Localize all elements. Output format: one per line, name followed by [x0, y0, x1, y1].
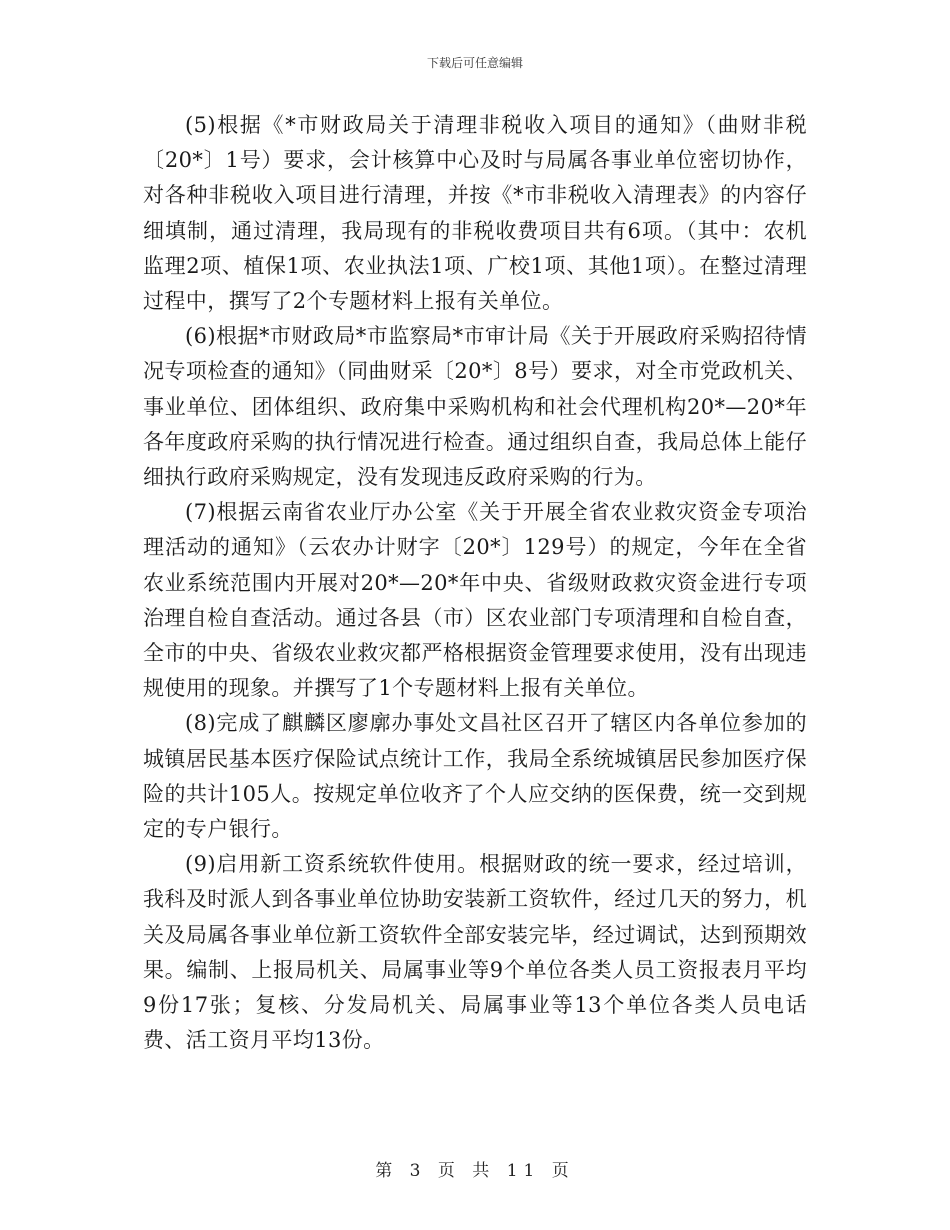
header-note: 下载后可任意编辑	[426, 56, 523, 70]
paragraph-6: (6)根据*市财政局*市监察局*市审计局《关于开展政府采购招待情况专项检查的通知》（同曲财采〔20*〕8号）要求，对全市党政机关、事业单位、团体组织、政府集中采购机构和社会代理机构20*—20*年各年度政府采购的执行情况进行检查。通过组织自查，我局总体上能仔细执行政府采购规定，没有发现违反政府采购的行为。	[143, 324, 807, 490]
page-number-footer: 第 3 页 共 11 页	[375, 1161, 575, 1181]
paragraph-5: (5)根据《*市财政局关于清理非税收入项目的通知》（曲财非税〔20*〕1号）要求，会计核算中心及时与局属各事业单位密切协作，对各种非税收入项目进行清理，并按《*市非税收入清理表》的内容仔细填制，通过清理，我局现有的非税收费项目共有6项。（其中：农机监理2项、植保1项、农业执法1项、广校1项、其他1项）。在整过清理过程中，撰写了2个专题材料上报有关单位。	[143, 113, 807, 314]
paragraph-8: (8)完成了麒麟区廖廓办事处文昌社区召开了辖区内各单位参加的城镇居民基本医疗保险试点统计工作，我局全系统城镇居民参加医疗保险的共计105人。按规定单位收齐了个人应交纳的医保费，统一交到规定的专户银行。	[143, 711, 807, 842]
paragraph-9: (9)启用新工资系统软件使用。根据财政的统一要求，经过培训，我科及时派人到各事业单位协助安装新工资软件，经过几天的努力，机关及局属各事业单位新工资软件全部安装完毕，经过调试，达到预期效果。编制、上报局机关、局属事业等9个单位各类人员工资报表月平均9份17张；复核、分发局机关、局属事业等13个单位各类人员电话费、活工资月平均13份。	[143, 852, 807, 1053]
document-body	[143, 108, 807, 1058]
paragraph-7: (7)根据云南省农业厅办公室《关于开展全省农业救灾资金专项治理活动的通知》（云农办计财字〔20*〕129号）的规定，今年在全省农业系统范围内开展对20*—20*年中央、省级财政救灾资金进行专项治理自检自查活动。通过各县（市）区农业部门专项清理和自检自查，全市的中央、省级农业救灾都严格根据资金管理要求使用，没有出现违规使用的现象。并撰写了1个专题材料上报有关单位。	[143, 500, 807, 701]
